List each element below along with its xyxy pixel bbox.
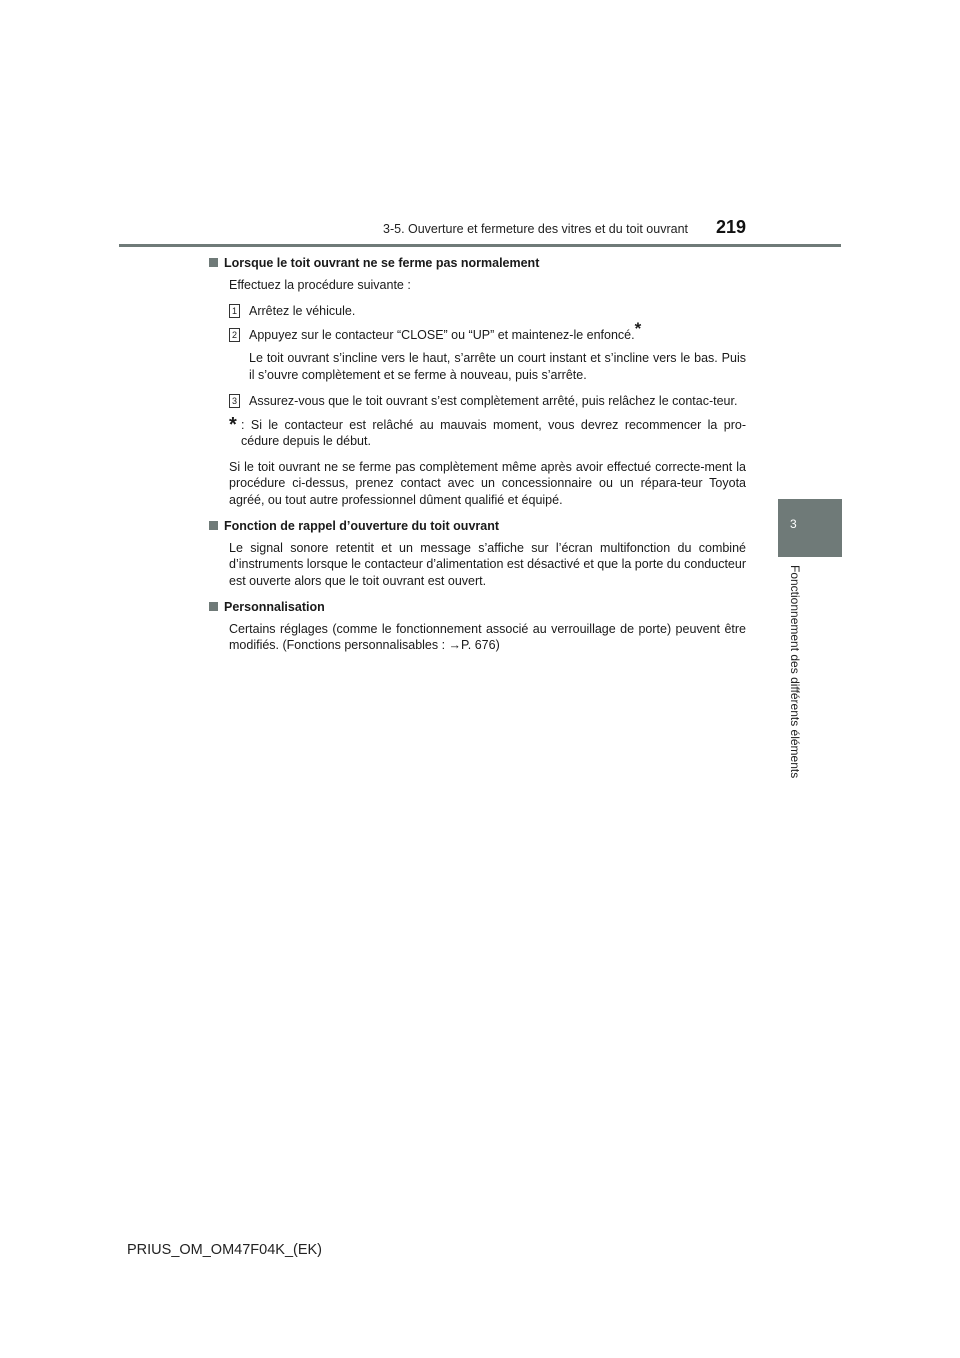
procedure-step: [229, 318, 746, 344]
chapter-tab: [778, 499, 842, 557]
section-heading-text: Fonction de rappel d’ouverture du toit ouvrant: [224, 519, 500, 533]
procedure-closing: Si le toit ouvrant ne se ferme pas complètement même après avoir effectué correcte-ment la procédure ci-dessus, prenez contact avec un concessionnaire ou un répara-teur Toyota agréé, ou tout autre professionnel dûment qualifié et équipé.: [229, 459, 746, 507]
step-text: Arrêtez le véhicule.: [249, 304, 356, 318]
square-bullet-icon: [209, 602, 218, 611]
section-body: Le signal sonore retentit et un message s’affiche sur l’écran multifonction du combiné d’instruments lorsque le contacteur d’alimentation est désactivé et que la porte du conducteur est ouverte alors que le toit ouvrant est ouvert.: [229, 540, 746, 588]
section-heading: [209, 599, 746, 616]
procedure-step: [229, 393, 746, 410]
step-detail: Le toit ouvrant s’incline vers le haut, s’arrête un court instant et s’incline vers le bas. Puis il s’ouvre complètement et se ferme à nouveau, puis s’arrête.: [249, 351, 746, 382]
section-heading: [209, 518, 746, 535]
section-heading-text: Lorsque le toit ouvrant ne se ferme pas normalement: [224, 256, 540, 270]
header-divider: [119, 244, 841, 247]
footnote-marker: *: [229, 413, 237, 436]
procedure-intro: Effectuez la procédure suivante :: [229, 277, 411, 292]
page-number: 219: [716, 217, 747, 237]
step-number-box: 1: [229, 304, 240, 318]
step-text: Appuyez sur le contacteur “CLOSE” ou “UP” et maintenez-le enfoncé.: [249, 327, 635, 342]
chapter-number: 3: [790, 517, 797, 531]
section-body: Certains réglages (comme le fonctionnement associé au verrouillage de porte) peuvent être modifiés. (Fonctions personnalisables : →P. 676): [229, 621, 746, 652]
step-text-wrapper: [249, 318, 746, 344]
footnote-text: : Si le contacteur est relâché au mauvais moment, vous devrez recommencer la pro-cédure depuis le début.: [241, 417, 746, 448]
footnote-marker: *: [634, 318, 642, 338]
document-code: PRIUS_OM_OM47F04K_(EK): [127, 1242, 323, 1258]
chapter-label: Fonctionnement des différents éléments: [788, 565, 802, 779]
footnote: [229, 413, 746, 450]
square-bullet-icon: [209, 258, 218, 267]
section-heading-text: Personnalisation: [224, 600, 325, 614]
step-number-box: 3: [229, 394, 240, 408]
square-bullet-icon: [209, 521, 218, 530]
step-text: Assurez-vous que le toit ouvrant s’est complètement arrêté, puis relâchez le contac-teur.: [249, 394, 738, 408]
section-heading: [209, 255, 746, 272]
step-number-box: 2: [229, 328, 240, 342]
procedure-step: [229, 303, 746, 320]
page-content: [209, 255, 746, 664]
header-section-title: 3-5. Ouverture et fermeture des vitres et du toit ouvrant: [383, 222, 689, 236]
